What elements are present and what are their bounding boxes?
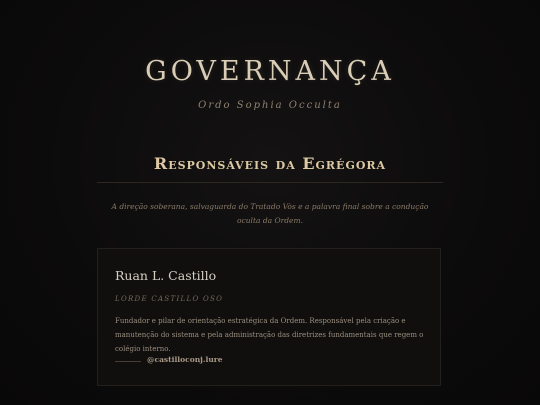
member-card — [97, 248, 441, 386]
member-name: Ruan L. Castillo — [115, 268, 217, 283]
member-role: LORDE CASTILLO OSO — [115, 295, 224, 303]
member-description: Fundador e pilar de orientação estratégica da Ordem. Responsável pela criação e manutenção do sistema e pela administração das diretrizes fundamentais que regem o colégio interno. — [115, 317, 424, 353]
section-divider — [97, 182, 443, 183]
page-title: GOVERNANÇA — [145, 56, 395, 87]
section-intro: A direção soberana, salvaguarda do Tratado Vòs e a palavra final sobre a condução oculta da Ordem. — [111, 202, 429, 225]
section-title: Responsáveis da Egrégora — [153, 154, 387, 173]
handle-divider — [115, 361, 141, 362]
member-handle-link[interactable]: @castilloconj.lure — [147, 355, 223, 364]
page-subtitle: Ordo Sophia Occulta — [198, 100, 342, 111]
